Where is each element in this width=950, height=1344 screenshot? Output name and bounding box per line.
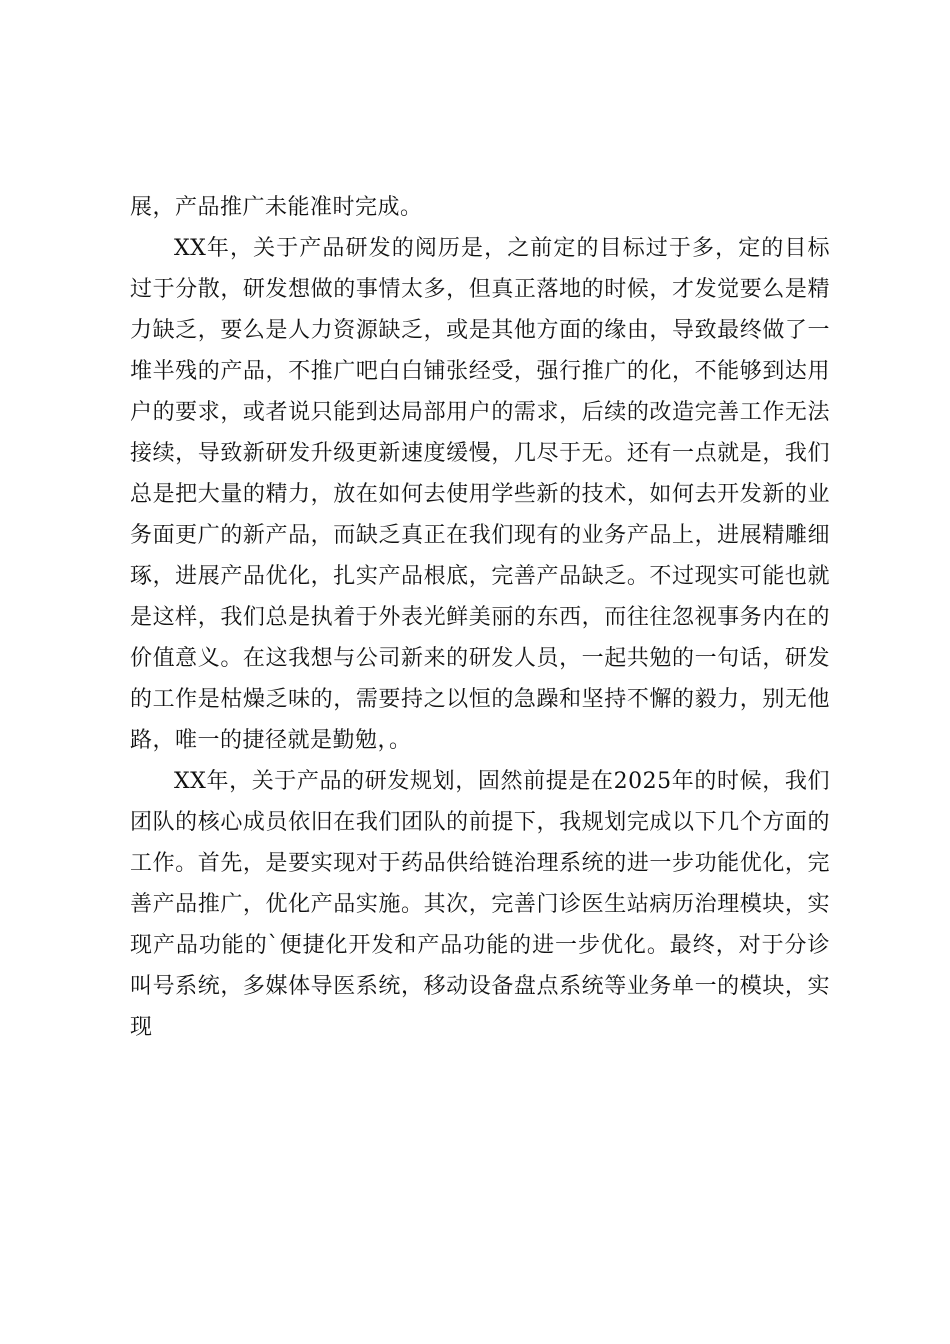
paragraph-rd-plan: XX年，关于产品的研发规划，固然前提是在2025年的时候，我们团队的核心成员依旧在我们团队的前提下，我规划完成以下几个方面的工作。首先，是要实现对于药品供给链治理系统的进一步功能优化，完善产品推广，优化产品实施。其次，完善门诊医生站病历治理模块，实现产品功能的`便捷化开发和产品功能的进一步优化。最终，对于分诊叫号系统，多媒体导医系统，移动设备盘点系统等业务单一的模块，实现 [130,769,830,1040]
paragraph-rd-experience: XX年，关于产品研发的阅历是，之前定的目标过于多，定的目标过于分散，研发想做的事情太多，但真正落地的时候，才发觉要么是精力缺乏，要么是人力资源缺乏，或是其他方面的缘由，导致最终做了一堆半残的产品，不推广吧白白铺张经受，强行推广的化，不能够到达用户的要求，或者说只能到达局部用户的需求，后续的改造完善工作无法接续，导致新研发升级更新速度缓慢，几尽于无。还有一点就是，我们总是把大量的精力，放在如何去使用学些新的技术，如何去开发新的业务面更广的新产品，而缺乏真正在我们现有的业务产品上，进展精雕细琢，进展产品优化，扎实产品根底，完善产品缺乏。不过现实可能也就是这样，我们总是执着于外表光鲜美丽的东西，而往往忽视事务内在的价值意义。在这我想与公司新来的研发人员，一起共勉的一句话，研发的工作是枯燥乏味的，需要持之以恒的急躁和坚持不懈的毅力，别无他路，唯一的捷径就是勤勉，。 [130,236,830,753]
document-body [130,187,830,1048]
paragraph-continuation: 展，产品推广未能准时完成。 [130,195,423,220]
